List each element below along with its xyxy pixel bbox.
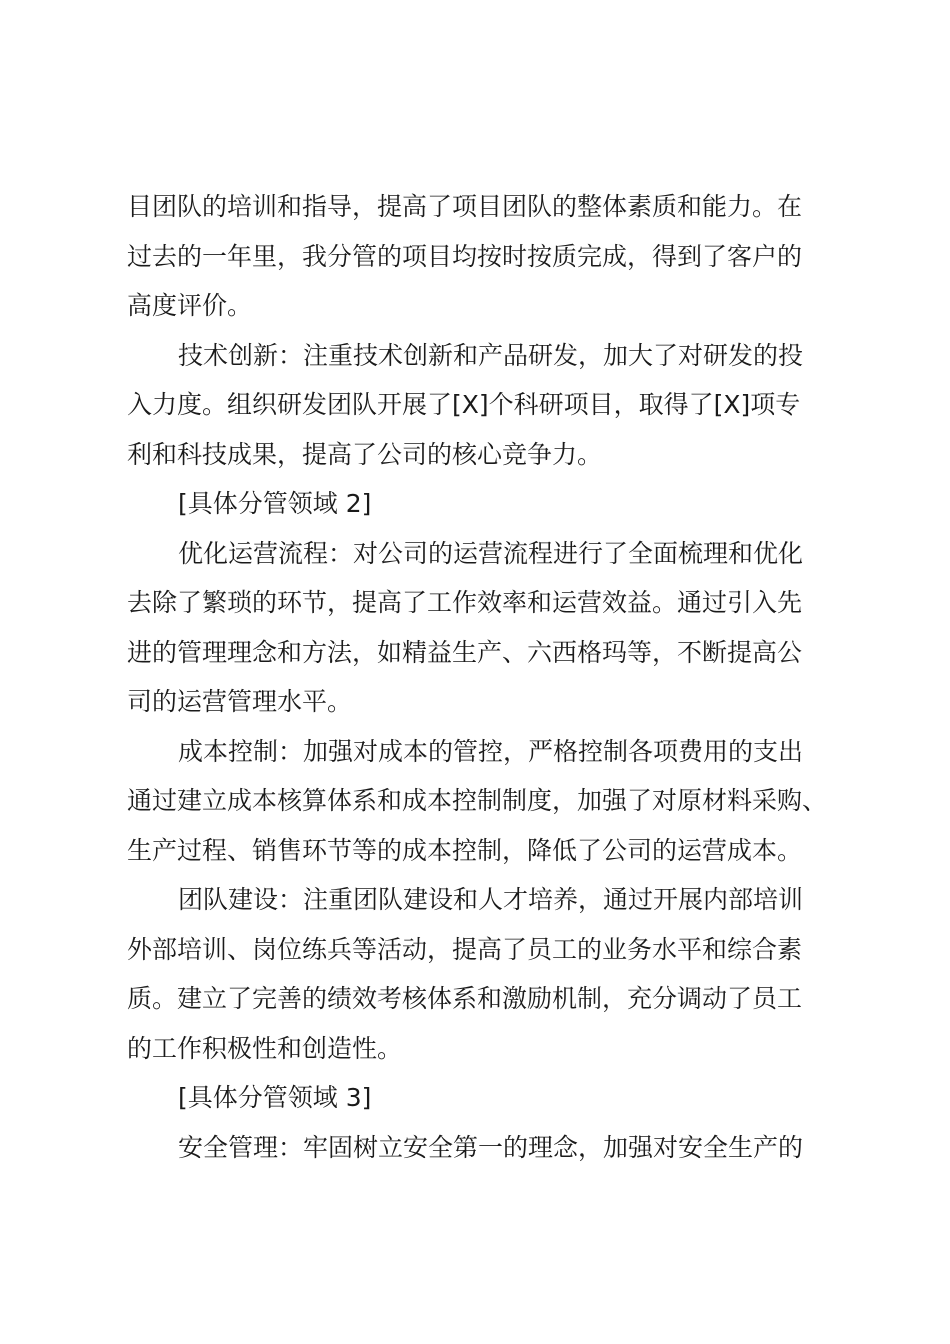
- paragraph-start-line: 成本控制：加强对成本的管控，严格控制各项费用的支出: [178, 736, 804, 766]
- text-line: 进的管理理念和方法，如精益生产、六西格玛等，不断提高公: [127, 637, 803, 667]
- text-line: 外部培训、岗位练兵等活动，提高了员工的业务水平和综合素: [127, 934, 803, 964]
- text-line: 目团队的培训和指导，提高了项目团队的整体素质和能力。在: [127, 192, 803, 221]
- text-line: 通过建立成本核算体系和成本控制制度，加强了对原材料采购、: [127, 786, 828, 815]
- text-line: 去除了繁琐的环节，提高了工作效率和运营效益。通过引入先: [127, 588, 803, 617]
- text-line: 生产过程、销售环节等的成本控制，降低了公司的运营成本。: [127, 835, 803, 865]
- paragraph-start-line: 技术创新：注重技术创新和产品研发，加大了对研发的投: [178, 340, 804, 370]
- document-body: [127, 182, 839, 1172]
- text-line: 质。建立了完善的绩效考核体系和激励机制，充分调动了员工: [127, 984, 803, 1013]
- text-line: 的工作积极性和创造性。: [127, 1033, 403, 1063]
- paragraph-start-line: 安全管理：牢固树立安全第一的理念，加强对安全生产的: [178, 1132, 804, 1162]
- text-line: 利和科技成果，提高了公司的核心竞争力。: [127, 439, 603, 469]
- paragraph-start-line: 优化运营流程：对公司的运营流程进行了全面梳理和优化: [178, 538, 804, 568]
- text-line: 司的运营管理水平。: [127, 687, 353, 716]
- section-heading: [具体分管领域 2]: [178, 489, 372, 518]
- text-line: 过去的一年里，我分管的项目均按时按质完成，得到了客户的: [127, 241, 803, 271]
- text-line: 入力度。组织研发团队开展了[X]个科研项目，取得了[X]项专: [127, 390, 801, 419]
- section-heading: [具体分管领域 3]: [178, 1083, 372, 1112]
- paragraph-start-line: 团队建设：注重团队建设和人才培养，通过开展内部培训: [178, 885, 804, 914]
- text-line: 高度评价。: [127, 291, 253, 320]
